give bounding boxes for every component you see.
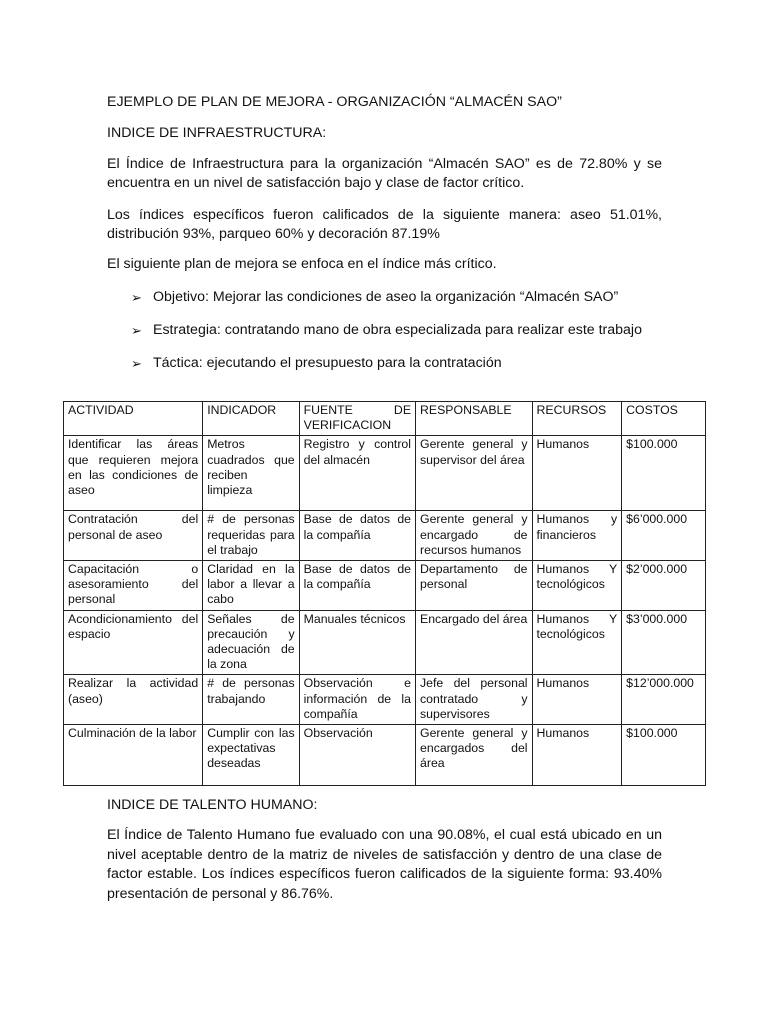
table-header-row [64,402,706,436]
table-cell: Jefe del personal contratado y supervisores [416,675,533,725]
table-cell: Humanos Y tecnológicos [532,610,622,675]
table-cell: Observación [299,725,415,786]
table-cell: Claridad en la labor a llevar a cabo [203,561,299,611]
table-row [64,610,706,675]
table-header-cell: INDICADOR [203,402,299,436]
table-cell: Base de datos de la compañía [299,561,415,611]
table-cell: Departamento de personal [416,561,533,611]
arrowhead-bullet-icon: ➢ [131,356,142,371]
bullet-objetivo [131,288,691,321]
paragraph-plan-focus: El siguiente plan de mejora se enfoca en el índice más crítico. [107,256,497,272]
table-row [64,511,706,561]
table-cell: Humanos [532,675,622,725]
table-row [64,561,706,611]
table-header-cell: FUENTE DE VERIFICACION [299,402,415,436]
table-cell: $6’000.000 [622,511,706,561]
bullet-text: Estrategia: contratando mano de obra especializada para realizar este trabajo [153,322,642,338]
improvement-plan-table [63,401,706,786]
table-cell: Humanos Y tecnológicos [532,561,622,611]
table-cell: Registro y control del almacén [299,436,415,511]
table-cell: Encargado del área [416,610,533,675]
paragraph-specific-indices: Los índices específicos fueron calificados de la siguiente manera: aseo 51.01%, distribución 93%, parqueo 60% y decoración 87.19% [107,207,662,242]
table-cell: Gerente general y encargado de recursos humanos [416,511,533,561]
table-cell: $12’000.000 [622,675,706,725]
table-cell: Metros cuadrados que reciben limpieza [203,436,299,511]
table-cell: $3’000.000 [622,610,706,675]
paragraph-infraestructura-index: El Índice de Infraestructura para la organización “Almacén SAO” es de 72.80% y se encuentra en un nivel de satisfacción bajo y clase de factor crítico. [107,156,662,191]
table-cell: Gerente general y supervisor del área [416,436,533,511]
table-row [64,675,706,725]
table-cell: Contratación del personal de aseo [64,511,203,561]
bullet-estrategia [131,321,691,354]
section-heading-infraestructura: INDICE DE INFRAESTRUCTURA: [107,125,327,141]
table-cell: Humanos [532,725,622,786]
table-cell: Identificar las áreas que requieren mejora en las condiciones de aseo [64,436,203,511]
table-cell: Humanos [532,436,622,511]
section-heading-talento-humano: INDICE DE TALENTO HUMANO: [107,797,318,813]
arrowhead-bullet-icon: ➢ [131,290,142,305]
bullet-tactica [131,354,691,387]
table-cell: # de personas requeridas para el trabajo [203,511,299,561]
table-header-cell: RECURSOS [532,402,622,436]
table-cell: Observación e información de la compañía [299,675,415,725]
table-cell: $100.000 [622,725,706,786]
paragraph-talento-humano: El Índice de Talento Humano fue evaluado con una 90.08%, el cual está ubicado en un nivel aceptable dentro de la matriz de niveles de satisfacción y dentro de una clase de factor estable. Los índices específicos fueron calificados de la siguiente forma: 93.40% presentación de personal y 86.76%. [107,827,662,902]
table-cell: # de personas trabajando [203,675,299,725]
table-cell: Cumplir con las expectativas deseadas [203,725,299,786]
strategy-bullet-list [131,288,691,387]
table-cell: Culminación de la labor [64,725,203,786]
table-header-cell: RESPONSABLE [416,402,533,436]
table-cell: Humanos y financieros [532,511,622,561]
table-cell: $2’000.000 [622,561,706,611]
table-cell: Señales de precaución y adecuación de la zona [203,610,299,675]
bullet-text: Objetivo: Mejorar las condiciones de aseo la organización “Almacén SAO” [153,289,619,305]
table-row [64,436,706,511]
table-header-cell: COSTOS [622,402,706,436]
table-cell: Manuales técnicos [299,610,415,675]
document-title: EJEMPLO DE PLAN DE MEJORA - ORGANIZACIÓN “ALMACÉN SAO” [107,94,562,110]
table-cell: Acondicionamiento del espacio [64,610,203,675]
table-row [64,725,706,786]
bullet-text: Táctica: ejecutando el presupuesto para la contratación [153,355,502,371]
arrowhead-bullet-icon: ➢ [131,323,142,338]
table-cell: Capacitación o asesoramiento del personal [64,561,203,611]
table-cell: Realizar la actividad (aseo) [64,675,203,725]
table-cell: Gerente general y encargados del área [416,725,533,786]
table-cell: Base de datos de la compañía [299,511,415,561]
table-header-cell: ACTIVIDAD [64,402,203,436]
table-cell: $100.000 [622,436,706,511]
